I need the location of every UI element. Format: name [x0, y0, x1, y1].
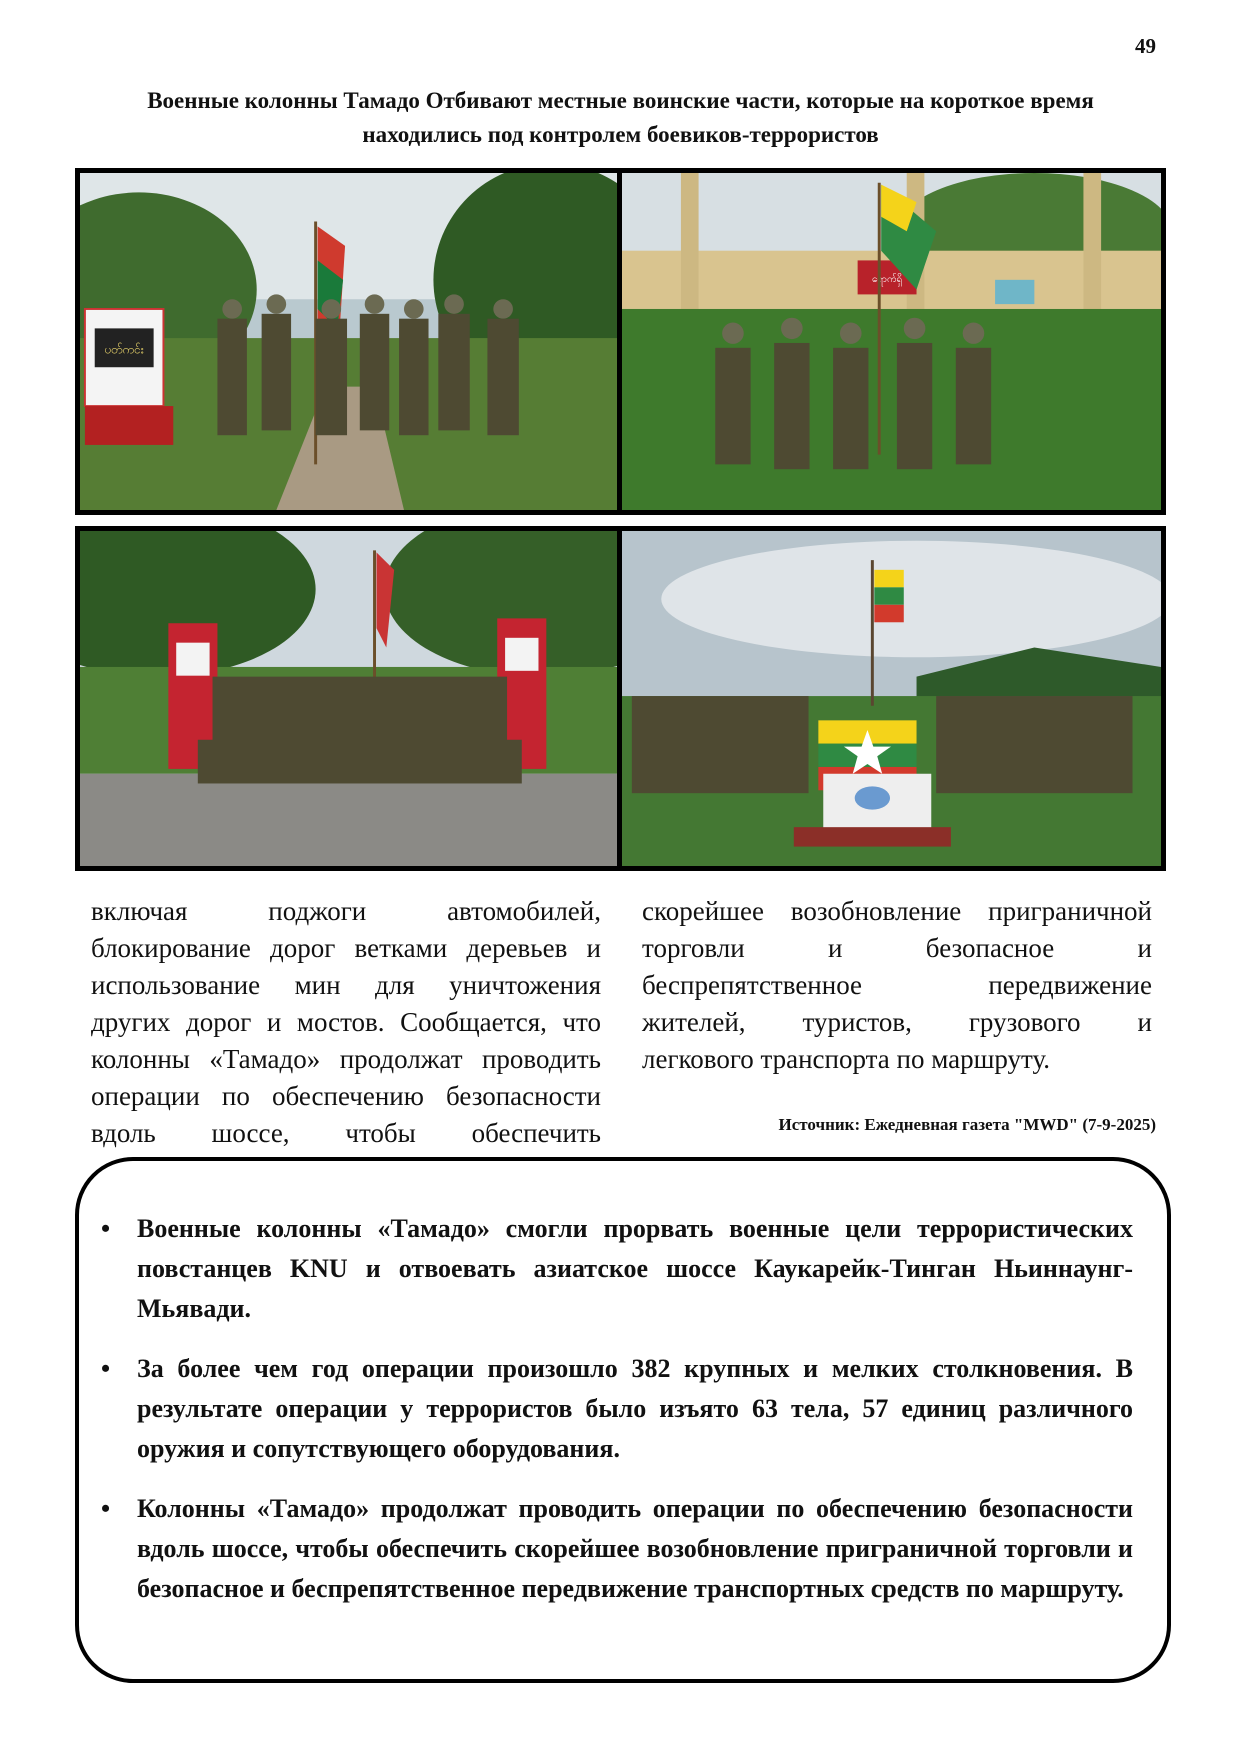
- text-line: включая поджоги автомобилей,: [91, 896, 601, 926]
- photo-soldiers-red-gate: [75, 526, 623, 871]
- sign-board-text: ရောက်ရှိ: [871, 273, 903, 285]
- text-line: торговли и безопасное и: [642, 933, 1152, 963]
- summary-item-text: За более чем год операции произошло 382 крупных и мелких столкновения. В результате операции у террористов было изъято 63 тела, 57 единиц различного оружия и сопутствующего оборудования.: [137, 1354, 1133, 1463]
- text-line: легкового транспорта по маршруту.: [642, 1044, 1051, 1074]
- text-line: блокирование дорог ветками деревьев и: [91, 933, 601, 963]
- text-line: других дорог и мостов. Сообщается, что: [91, 1007, 601, 1037]
- left-column-text: [91, 893, 601, 1152]
- bullet-icon: •: [101, 1214, 111, 1243]
- bullet-icon: •: [101, 1354, 111, 1383]
- bullet-icon: •: [101, 1494, 111, 1523]
- photo-soldiers-flag-monument: [617, 526, 1166, 871]
- text-line: использование мин для уничтожения: [91, 970, 601, 1000]
- summary-box: [75, 1157, 1171, 1683]
- source-citation: Источник: Ежедневная газета "MWD" (7-9-2025): [778, 1115, 1156, 1134]
- summary-item: [101, 1209, 1133, 1329]
- summary-item-text: Военные колонны «Тамадо» смогли прорвать военные цели террористических повстанцев KNU и отвоевать азиатское шоссе Каукарейк-Тинган Ньиннаунг-Мьявади.: [137, 1214, 1133, 1323]
- roadside-sign-text: ပတ်ကင်း: [104, 343, 144, 357]
- text-line: скорейшее возобновление приграничной: [642, 896, 1152, 926]
- text-line: колонны «Тамадо» продолжат проводить: [91, 1044, 601, 1074]
- title-line-2: находились под контролем боевиков-террористов: [362, 122, 879, 147]
- text-line: жителей, туристов, грузового и: [642, 1007, 1152, 1037]
- text-line: вдоль шоссе, чтобы обеспечить: [91, 1118, 601, 1148]
- summary-list: [101, 1209, 1133, 1629]
- photo-soldiers-road-flag: [75, 168, 623, 515]
- photo-soldiers-ruins: [617, 168, 1166, 515]
- text-line: операции по обеспечению безопасности: [91, 1081, 601, 1111]
- summary-item-text: Колонны «Тамадо» продолжат проводить операции по обеспечению безопасности вдоль шоссе, чтобы обеспечить скорейшее возобновление приграничной торговли и безопасное и беспрепятственное передвижение транспортных средств по маршруту.: [137, 1494, 1133, 1603]
- right-column-text: [642, 893, 1152, 1078]
- text-line: беспрепятственное передвижение: [642, 970, 1152, 1000]
- title-line-1: Военные колонны Тамадо Отбивают местные воинские части, которые на короткое время: [147, 88, 1094, 113]
- summary-item: [101, 1349, 1133, 1469]
- summary-item: [101, 1489, 1133, 1609]
- page-title: [80, 84, 1161, 152]
- page-number: 49: [1135, 34, 1156, 58]
